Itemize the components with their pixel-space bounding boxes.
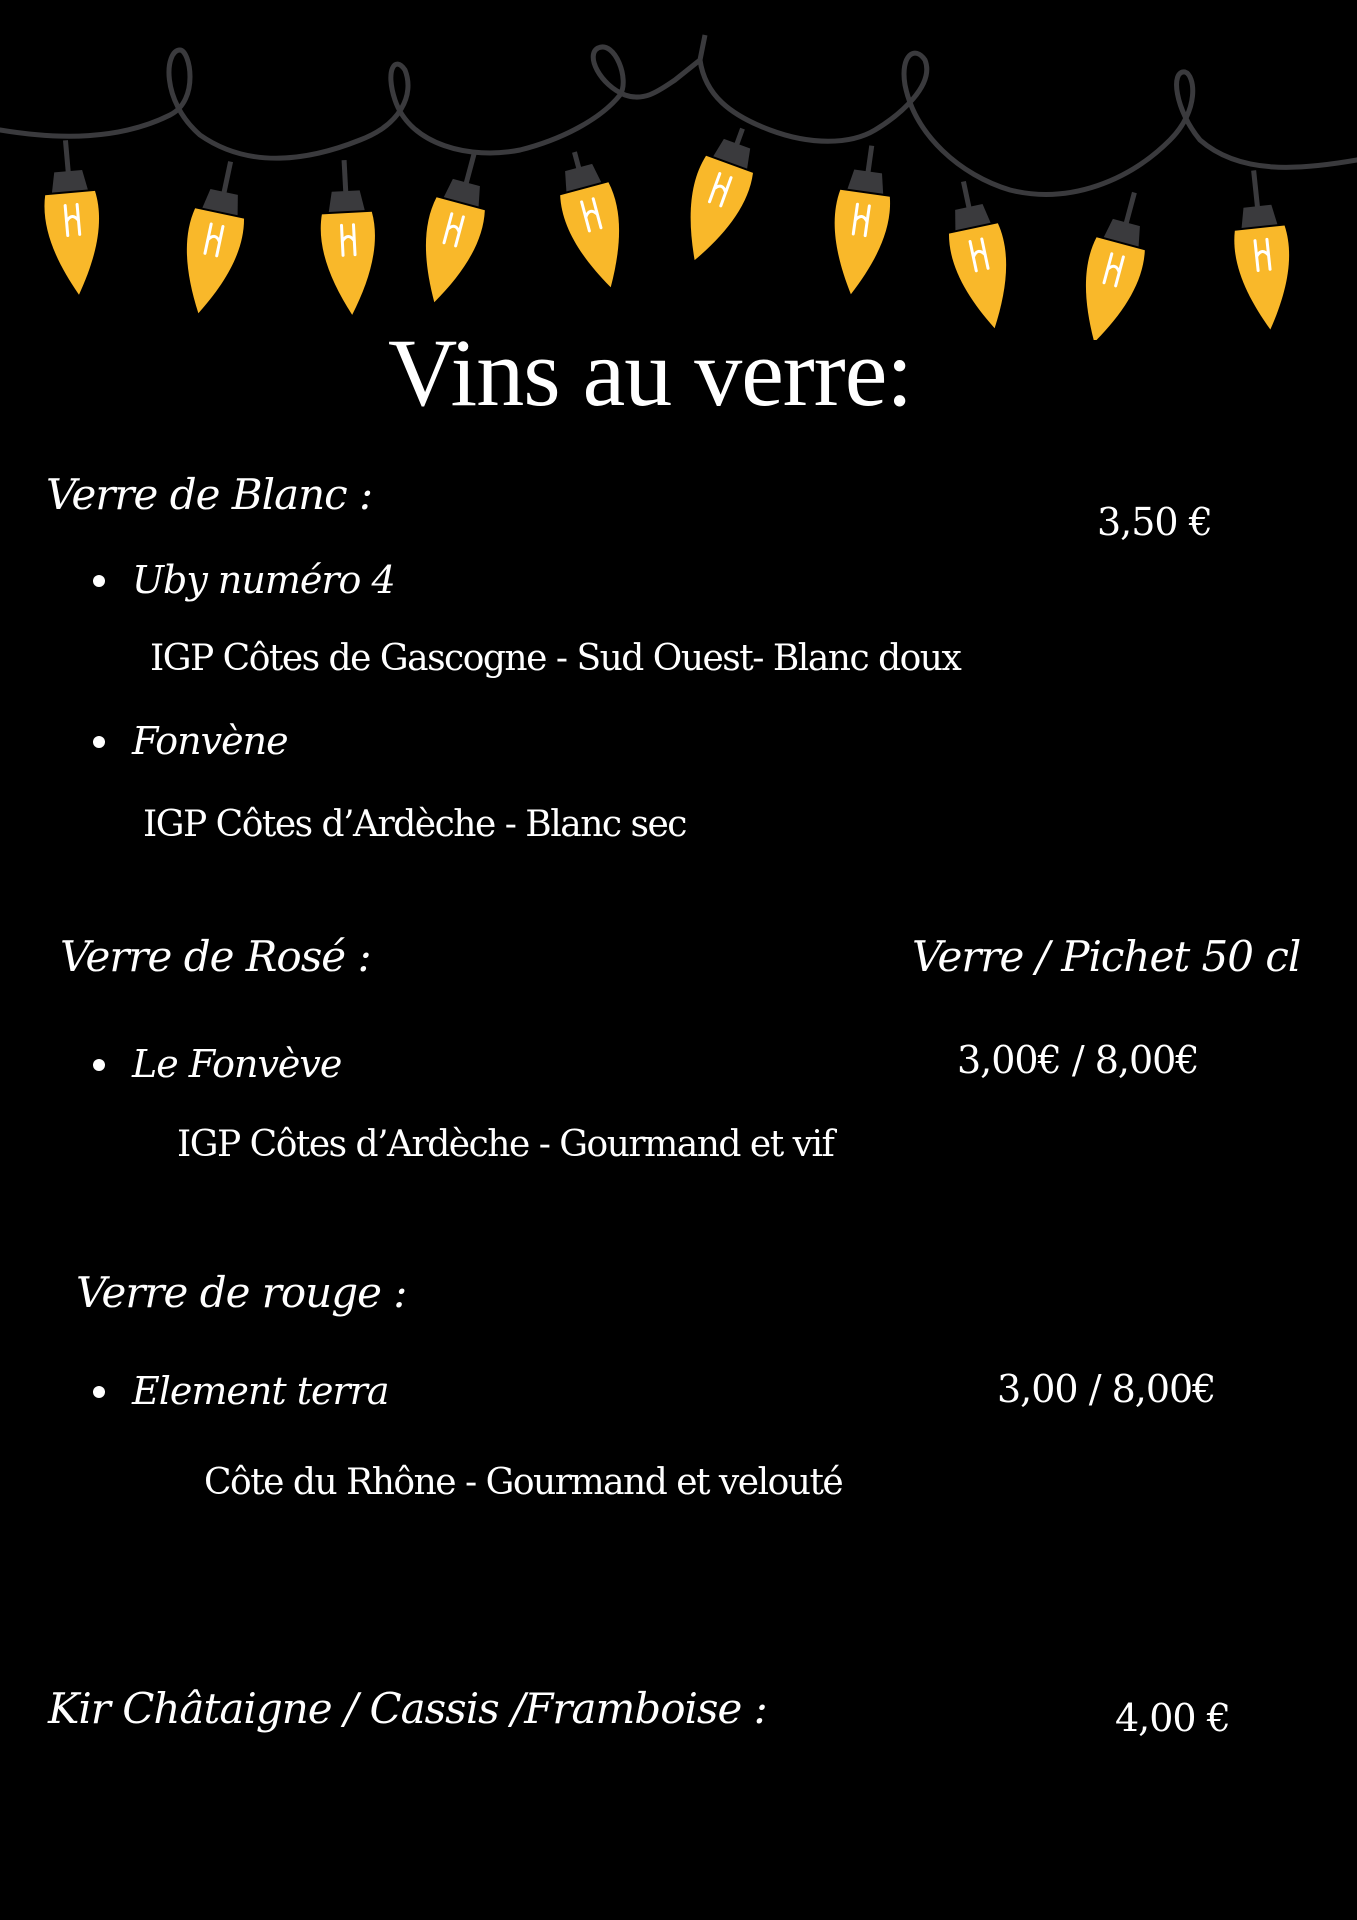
price-blanc: 3,50 € [1097,500,1212,544]
bullet-icon [93,736,105,748]
wine-name-fonveve: Le Fonvève [132,1042,342,1086]
section-heading-rouge: Verre de rouge : [76,1268,407,1317]
price-element-terra: 3,00 / 8,00€ [997,1367,1216,1411]
section-heading-rose: Verre de Rosé : [60,932,371,981]
wine-name-uby: Uby numéro 4 [132,558,395,602]
wine-name-element-terra: Element terra [132,1369,389,1413]
bullet-icon [93,575,105,587]
wine-desc-fonveve: IGP Côtes d’Ardèche - Gourmand et vif [177,1124,834,1165]
wine-desc-uby: IGP Côtes de Gascogne - Sud Ouest- Blanc doux [150,638,961,679]
string-lights-icon [0,0,1357,340]
price-fonveve: 3,00€ / 8,00€ [957,1038,1199,1082]
kir-label: Kir Châtaigne / Cassis /Framboise : [48,1684,767,1733]
price-kir: 4,00 € [1115,1696,1230,1740]
wine-desc-element-terra: Côte du Rhône - Gourmand et velouté [204,1462,843,1503]
wine-desc-fonvene: IGP Côtes d’Ardèche - Blanc sec [143,804,686,845]
bullet-icon [93,1386,105,1398]
section-heading-blanc: Verre de Blanc : [46,470,373,519]
price-header-verre-pichet: Verre / Pichet 50 cl [912,932,1301,981]
bullet-icon [93,1059,105,1071]
wine-name-fonvene: Fonvène [132,719,288,763]
page-title: Vins au verre: [387,319,913,426]
